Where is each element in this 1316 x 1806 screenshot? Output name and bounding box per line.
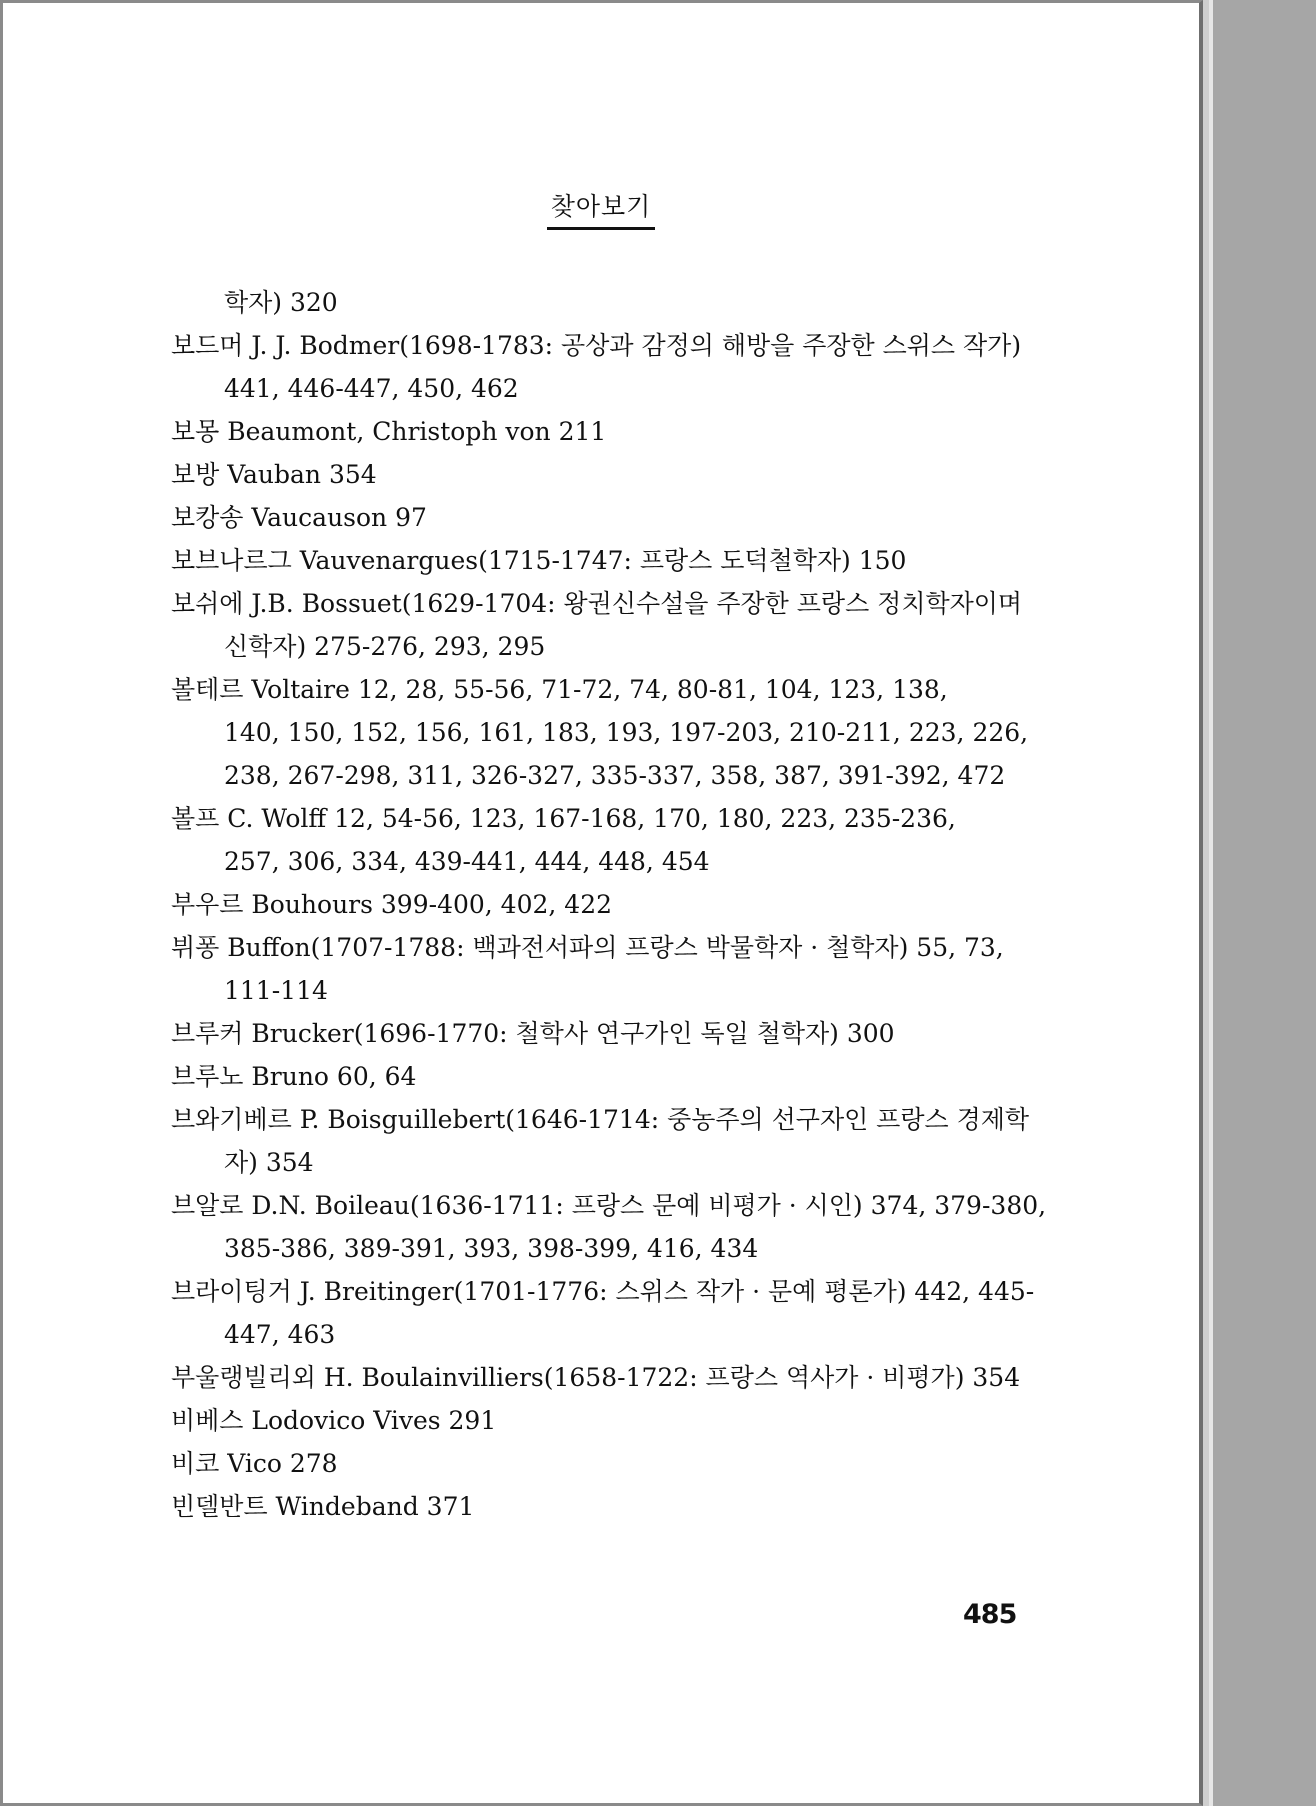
index-entry: 보방 Vauban 354 xyxy=(171,460,377,489)
index-entry: 볼프 C. Wolff 12, 54-56, 123, 167-168, 170, 180, 223, 235-236, xyxy=(171,804,956,833)
index-entry: 브루노 Bruno 60, 64 xyxy=(171,1062,417,1091)
index-entry: 보몽 Beaumont, Christoph von 211 xyxy=(171,417,607,446)
page-number: 485 xyxy=(963,1599,1017,1630)
index-entry: 뷔퐁 Buffon(1707-1788: 백과전서파의 프랑스 박물학자 · 철학자) 55, 73, xyxy=(171,933,1004,962)
index-entry: 볼테르 Voltaire 12, 28, 55-56, 71-72, 74, 80-81, 104, 123, 138, xyxy=(171,675,948,704)
index-entry: 보드머 J. J. Bodmer(1698-1783: 공상과 감정의 해방을 주장한 스위스 작가) xyxy=(171,331,1022,360)
index-entry-continuation: 자) 354 xyxy=(224,1148,314,1177)
index-entry: 빈델반트 Windeband 371 xyxy=(171,1492,475,1521)
index-entry: 부울랭빌리외 H. Boulainvilliers(1658-1722: 프랑스 역사가 · 비평가) 354 xyxy=(171,1363,1021,1392)
page-title-text: 찾아보기 xyxy=(547,189,656,230)
index-entry: 브알로 D.N. Boileau(1636-1711: 프랑스 문예 비평가 · 시인) 374, 379-380, xyxy=(171,1191,1047,1220)
index-entry: 부우르 Bouhours 399-400, 402, 422 xyxy=(171,890,613,919)
index-entry-continuation: 신학자) 275-276, 293, 295 xyxy=(224,632,546,661)
index-entry-continuation: 447, 463 xyxy=(224,1320,336,1349)
index-entry: 비베스 Lodovico Vives 291 xyxy=(171,1406,497,1435)
index-entry: 브라이팅거 J. Breitinger(1701-1776: 스위스 작가 · 문예 평론가) 442, 445- xyxy=(171,1277,1035,1306)
index-list xyxy=(171,281,1071,1528)
index-entry: 브루커 Brucker(1696-1770: 철학사 연구가인 독일 철학자) 300 xyxy=(171,1019,895,1048)
index-entry: 보캉송 Vaucauson 97 xyxy=(171,503,427,532)
page-title xyxy=(3,189,1199,230)
index-entry: 브와기베르 P. Boisguillebert(1646-1714: 중농주의 선구자인 프랑스 경제학 xyxy=(171,1105,1030,1134)
index-entry-continuation: 441, 446-447, 450, 462 xyxy=(224,374,519,403)
index-entry: 비코 Vico 278 xyxy=(171,1449,338,1478)
index-entry-continuation: 학자) 320 xyxy=(224,288,338,317)
index-entry-continuation: 111-114 xyxy=(224,976,328,1005)
index-entry-continuation: 238, 267-298, 311, 326-327, 335-337, 358, 387, 391-392, 472 xyxy=(224,761,1006,790)
index-entry: 보쉬에 J.B. Bossuet(1629-1704: 왕권신수설을 주장한 프랑스 정치학자이며 xyxy=(171,589,1023,618)
index-entry-continuation: 140, 150, 152, 156, 161, 183, 193, 197-203, 210-211, 223, 226, xyxy=(224,718,1029,747)
index-entry-continuation: 385-386, 389-391, 393, 398-399, 416, 434 xyxy=(224,1234,759,1263)
index-entry: 보브나르그 Vauvenargues(1715-1747: 프랑스 도덕철학자) 150 xyxy=(171,546,907,575)
index-entry-continuation: 257, 306, 334, 439-441, 444, 448, 454 xyxy=(224,847,710,876)
